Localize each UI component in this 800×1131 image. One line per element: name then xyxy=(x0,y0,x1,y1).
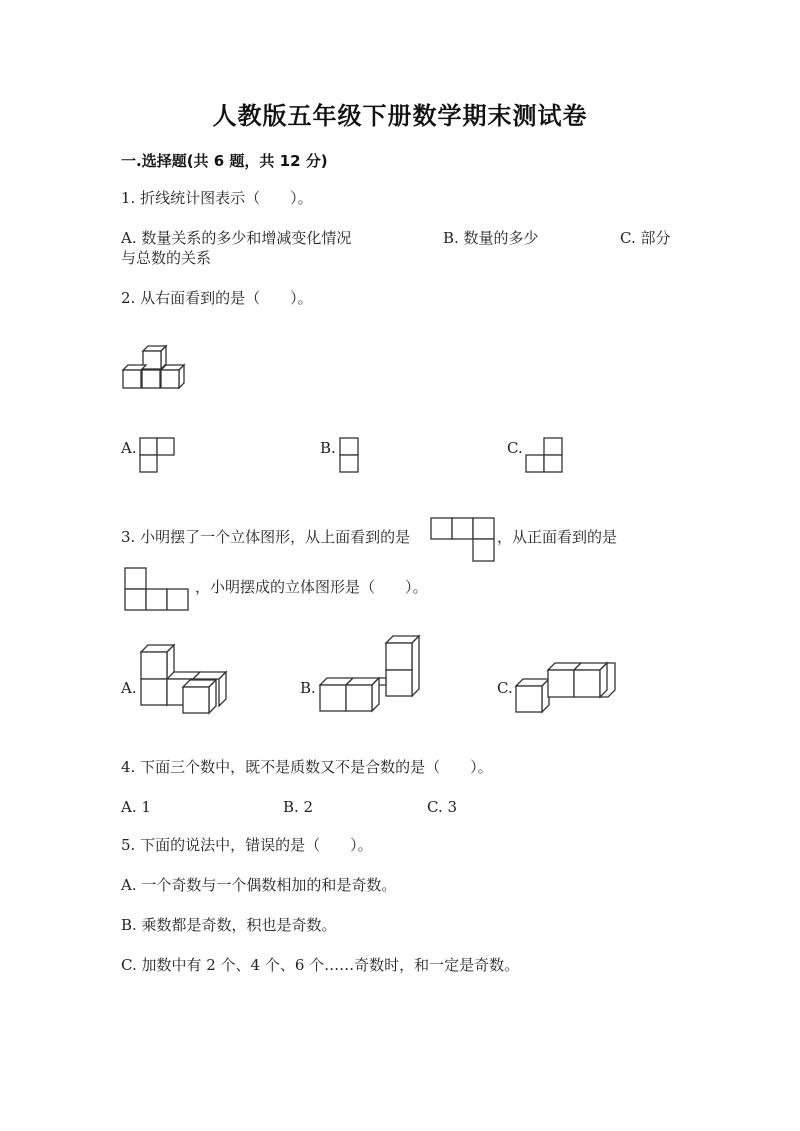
q4-stem: 4. 下面三个数中，既不是质数又不是合数的是（ ）。 xyxy=(121,758,493,776)
q1-option-c: C. 部分 xyxy=(620,229,671,247)
q5-stem: 5. 下面的说法中，错误的是（ ）。 xyxy=(121,836,373,854)
q3-option-a-label[interactable]: A. xyxy=(121,679,137,697)
q2-stem: 2. 从右面看到的是（ ）。 xyxy=(121,289,313,307)
q2-option-a-label[interactable]: A. xyxy=(121,439,137,457)
page-title: 人教版五年级下册数学期末测试卷 xyxy=(212,102,588,130)
q3-stem-part1: 3. 小明摆了一个立体图形，从上面看到的是 xyxy=(121,528,411,546)
q2-option-b-label[interactable]: B. xyxy=(320,439,336,457)
q4-option-c[interactable]: C. 3 xyxy=(427,798,458,816)
q5-option-a[interactable]: A. 一个奇数与一个偶数相加的和是奇数。 xyxy=(121,876,397,894)
q3-stem-part2: ，从正面看到的是 xyxy=(497,528,618,546)
q3-stem-part3: ，小明摆成的立体图形是（ ）。 xyxy=(195,578,428,596)
q3-option-c-figure[interactable] xyxy=(514,658,620,714)
q2-option-b-figure[interactable] xyxy=(339,437,359,473)
q3-option-b-figure[interactable] xyxy=(318,633,424,715)
q1-stem: 1. 折线统计图表示（ ）。 xyxy=(121,189,313,207)
q3-option-b-label[interactable]: B. xyxy=(300,679,316,697)
q1-option-a-continued: 与总数的关系 xyxy=(121,249,212,267)
q1-option-a: A. 数量关系的多少和增减变化情况 xyxy=(121,229,352,247)
q3-option-a-figure[interactable] xyxy=(139,643,231,715)
q1-option-b: B. 数量的多少 xyxy=(443,229,539,247)
q3-top-view-figure xyxy=(430,517,496,563)
q5-option-c[interactable]: C. 加数中有 2 个、4 个、6 个……奇数时，和一定是奇数。 xyxy=(121,956,520,974)
q3-front-view-figure xyxy=(124,567,190,612)
q3-option-c-label[interactable]: C. xyxy=(497,679,513,697)
q5-option-b[interactable]: B. 乘数都是奇数，积也是奇数。 xyxy=(121,916,337,934)
q4-option-a[interactable]: A. 1 xyxy=(121,798,151,816)
q2-cube-arrangement-figure xyxy=(121,343,189,393)
q2-option-c-figure[interactable] xyxy=(525,437,563,473)
q4-option-b[interactable]: B. 2 xyxy=(283,798,314,816)
section-heading: 一.选择题(共 6 题，共 12 分) xyxy=(121,152,328,170)
q2-option-a-figure[interactable] xyxy=(139,437,175,473)
q2-option-c-label[interactable]: C. xyxy=(507,439,523,457)
